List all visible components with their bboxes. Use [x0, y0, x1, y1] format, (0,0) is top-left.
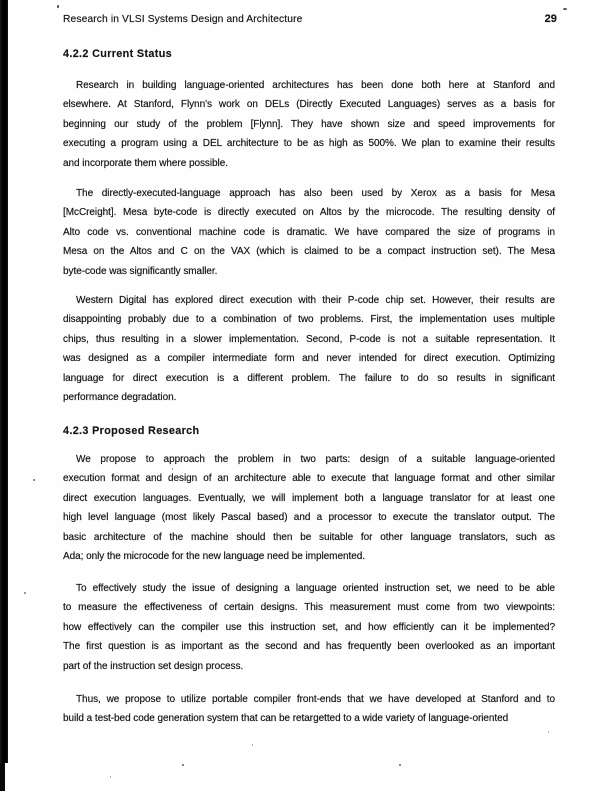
text-line: execution format and design of an architecture able to execute that language format and other similar: [63, 473, 555, 485]
page-header: [63, 13, 557, 25]
paragraph-proposed-research-1: [63, 450, 555, 566]
paragraph-current-status-1: [63, 76, 555, 173]
scan-speck: [110, 776, 111, 778]
text-line: build a test-bed code generation system that can be retargetted to a wide variety of language-oriented: [63, 713, 509, 725]
text-line: Research in building language-oriented architectures has been done both here at Stanford and: [76, 80, 555, 91]
scan-edge-artifact-tail: [0, 763, 5, 791]
paragraph-current-status-3: [63, 291, 555, 407]
text-line: elsewhere. At Stanford, Flynn's work on DELs (Directly Executed Languages) serves as a basis for: [63, 99, 555, 111]
scan-speck: [172, 468, 173, 470]
scan-speck: [57, 5, 59, 8]
scan-speck: [182, 764, 184, 766]
text-line: beginning our study of the problem [Flynn]. They have shown size and speed improvements for: [63, 118, 555, 130]
scan-speck: [24, 592, 26, 594]
text-line: Mesa on the Altos and C on the VAX (which is claimed to be a compact instruction set). The Mesa: [63, 246, 555, 258]
text-line: direct execution languages. Eventually, we will implement both a language translator for at least one: [63, 492, 555, 504]
text-line: Western Digital has explored direct execution with their P-code chip set. However, their results are: [76, 295, 555, 306]
section-heading-current-status: 4.2.2 Current Status: [63, 48, 173, 60]
paragraph-current-status-2: [63, 184, 555, 281]
scan-speck: [563, 8, 567, 10]
scan-speck: [252, 744, 253, 746]
text-line: Thus, we propose to utilize portable compiler front-ends that we have developed at Stanford and to: [76, 694, 555, 705]
text-line: chips, thus resulting in a slower implementation. Second, P-code is not a suitable representation. It: [63, 333, 555, 345]
text-line: how effectively can the compiler use this instruction set, and how efficiently can it be implemented?: [63, 621, 555, 633]
text-line: language for direct execution is a different problem. The failure to do so results in significant: [63, 372, 555, 384]
text-line: was designed as a compiler intermediate form and never intended for direct execution. Optimizing: [63, 353, 555, 365]
text-line: Ada; only the microcode for the new language need be implemented.: [63, 551, 365, 563]
text-line: [McCreight]. Mesa byte-code is directly executed on Altos by the microcode. The resulting density of: [63, 207, 555, 219]
text-line: disappointing probably due to a combination of two problems. First, the implementation uses multiple: [63, 314, 555, 326]
running-head-title: Research in VLSI Systems Design and Architecture: [63, 14, 303, 25]
text-line: The directly-executed-language approach has also been used by Xerox as a basis for Mesa: [76, 188, 555, 199]
text-line: performance degradation.: [63, 392, 177, 404]
text-line: and incorporate them where possible.: [63, 157, 228, 169]
text-line: To effectively study the issue of designing a language oriented instruction set, we need to be able: [76, 583, 555, 594]
text-line: executing a program using a DEL architecture to be as high as 500%. We plan to examine their results: [63, 138, 555, 150]
page-number: 29: [544, 13, 557, 25]
text-line: high level language (most likely Pascal based) and a processor to execute the translator output. The: [63, 512, 555, 524]
text-line: byte-code was significantly smaller.: [63, 265, 218, 277]
scan-speck: [548, 731, 549, 733]
section-heading-proposed-research: 4.2.3 Proposed Research: [63, 425, 200, 437]
text-line: The first question is as important as the second and has frequently been overlooked as an important: [63, 641, 555, 653]
paragraph-proposed-research-2: [63, 579, 555, 676]
text-line: to measure the effectiveness of certain designs. This measurement must come from two viewpoints:: [63, 602, 555, 614]
text-line: basic architecture of the machine should then be suitable for other language translators, such as: [63, 531, 555, 543]
scan-speck: [33, 479, 35, 481]
paragraph-proposed-research-3: [63, 690, 555, 729]
scan-speck: [399, 764, 401, 766]
text-line: part of the instruction set design process.: [63, 660, 244, 672]
text-line: Alto code vs. conventional machine code is dramatic. We have compared the size of programs in: [63, 226, 555, 238]
text-line: We propose to approach the problem in two parts: design of a suitable language-oriented: [76, 454, 555, 465]
scan-edge-artifact: [0, 0, 8, 763]
